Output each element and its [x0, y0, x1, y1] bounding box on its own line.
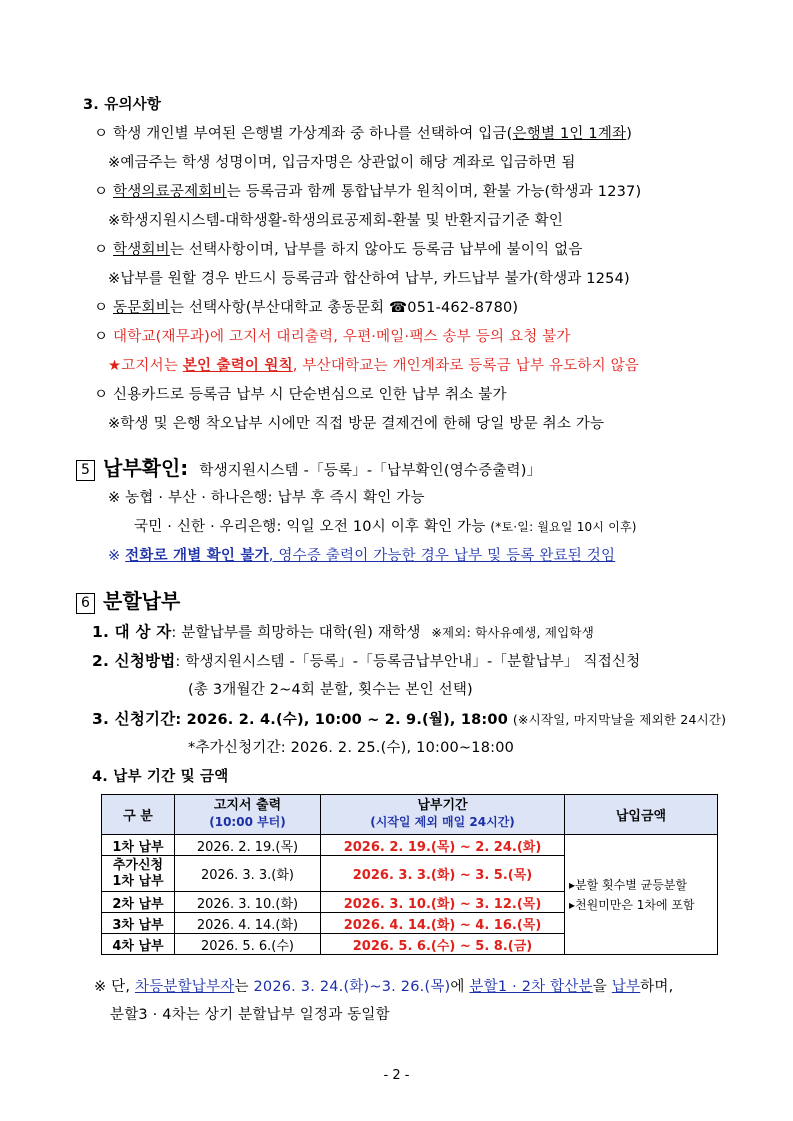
row-issue: 2026. 5. 6.(수) — [175, 934, 321, 955]
section3-title: 3. 유의사항 — [83, 97, 162, 113]
row-period: 2026. 2. 19.(목) ~ 2. 24.(화) — [321, 835, 565, 856]
installment-table — [101, 794, 718, 955]
section6-item-1: 1. 대 상 자: 분할납부를 희망하는 대학(원) 재학생 ※제외: 학사유예생, 제입학생 — [92, 623, 594, 641]
note-line-7: ㅇ 동문회비는 선택사항(부산대학교 총동문회 ☎051-462-8780) — [94, 300, 519, 316]
row-label: 추가신청 1차 납부 — [102, 856, 175, 892]
row-label: 3차 납부 — [102, 913, 175, 934]
row-period: 2026. 3. 3.(화) ~ 3. 5.(목) — [321, 856, 565, 892]
section5-path: 학생지원시스템 -「등록」-「납부확인(영수증출력)」 — [199, 463, 542, 479]
section6-item-4: 4. 납부 기간 및 금액 — [92, 769, 229, 785]
section5-title: 납부확인: — [103, 456, 189, 480]
header-period: 납부기간 (시작일 제외 매일 24시간) — [321, 795, 565, 835]
footnote-line-1: ※ 단, 차등분할납부자는 2026. 3. 24.(화)~3. 26.(목)에 분할1 · 2차 합산분을 납부하며, — [94, 979, 674, 995]
header-issue: 고지서 출력 (10:00 부터) — [175, 795, 321, 835]
note-line-2: ※예금주는 학생 성명이며, 입금자명은 상관없이 해당 계좌로 입금하면 됨 — [108, 155, 576, 171]
row-issue: 2026. 4. 14.(화) — [175, 913, 321, 934]
note-line-8: ㅇ 대학교(재무과)에 고지서 대리출력, 우편·메일·팩스 송부 등의 요청 불가 — [94, 329, 571, 345]
table-header-row — [102, 795, 718, 835]
row-period: 2026. 5. 6.(수) ~ 5. 8.(금) — [321, 934, 565, 955]
row-label: 1차 납부 — [102, 835, 175, 856]
section6-item-3-sub: *추가신청기간: 2026. 2. 25.(수), 10:00~18:00 — [188, 740, 515, 756]
note-line-6: ※납부를 원할 경우 반드시 등록금과 합산하여 납부, 카드납부 불가(학생과 1254) — [108, 271, 630, 287]
section6-title: 분할납부 — [103, 589, 181, 613]
note-line-5: ㅇ 학생회비는 선택사항이며, 납부를 하지 않아도 등록금 납부에 불이익 없음 — [94, 242, 583, 258]
table-row — [102, 835, 718, 856]
row-label: 2차 납부 — [102, 892, 175, 913]
row-period: 2026. 3. 10.(화) ~ 3. 12.(목) — [321, 892, 565, 913]
section6-number: 6 — [76, 593, 95, 614]
section5-line-1: ※ 농협 · 부산 · 하나은행: 납부 후 즉시 확인 가능 — [108, 490, 425, 506]
header-category: 구 분 — [102, 795, 175, 835]
section6-header — [76, 585, 180, 614]
section6-item-2-sub: (총 3개월간 2~4회 분할, 횟수는 본인 선택) — [188, 682, 473, 698]
row-issue: 2026. 3. 10.(화) — [175, 892, 321, 913]
section5-line-2: 국민 · 신한 · 우리은행: 익일 오전 10시 이후 확인 가능 (*토·일: 월요일 10시 이후) — [134, 519, 637, 535]
note-line-3: ㅇ 학생의료공제회비는 등록금과 함께 통합납부가 원칙이며, 환불 가능(학생과 1237) — [94, 184, 642, 200]
section5-number: 5 — [76, 460, 95, 481]
note-line-1: ㅇ 학생 개인별 부여된 은행별 가상계좌 중 하나를 선택하여 입금(은행별 1인 1계좌) — [94, 126, 633, 142]
section6-item-3: 3. 신청기간: 2026. 2. 4.(수), 10:00 ~ 2. 9.(월), 18:00 (※시작일, 마지막날을 제외한 24시간) — [92, 710, 727, 728]
page-number: - 2 - — [383, 1068, 410, 1083]
note-line-10: ㅇ 신용카드로 등록금 납부 시 단순변심으로 인한 납부 취소 불가 — [94, 387, 507, 403]
section6-item-2: 2. 신청방법: 학생지원시스템 -「등록」-「등록금납부안내」-「분할납부」 직접신청 — [92, 652, 641, 670]
footnote-line-2: 분할3 · 4차는 상기 분할납부 일정과 동일함 — [110, 1007, 390, 1023]
section5-header — [76, 452, 541, 481]
amount-cell: ▸분할 횟수별 균등분할 ▸천원미만은 1차에 포함 — [565, 835, 718, 955]
note-line-9: ★고지서는 본인 출력이 원칙, 부산대학교는 개인계좌로 등록금 납부 유도하지 않음 — [108, 358, 640, 374]
note-line-11: ※학생 및 은행 착오납부 시에만 직접 방문 결제건에 한해 당일 방문 취소 가능 — [108, 416, 605, 432]
note-line-4: ※학생지원시스템-대학생활-학생의료공제회-환불 및 반환지급기준 확인 — [108, 213, 564, 229]
section5-line-3: ※ 전화로 개별 확인 불가, 영수증 출력이 가능한 경우 납부 및 등록 완료된 것임 — [108, 548, 616, 564]
row-issue: 2026. 3. 3.(화) — [175, 856, 321, 892]
row-issue: 2026. 2. 19.(목) — [175, 835, 321, 856]
row-period: 2026. 4. 14.(화) ~ 4. 16.(목) — [321, 913, 565, 934]
row-label: 4차 납부 — [102, 934, 175, 955]
header-amount: 납입금액 — [565, 795, 718, 835]
